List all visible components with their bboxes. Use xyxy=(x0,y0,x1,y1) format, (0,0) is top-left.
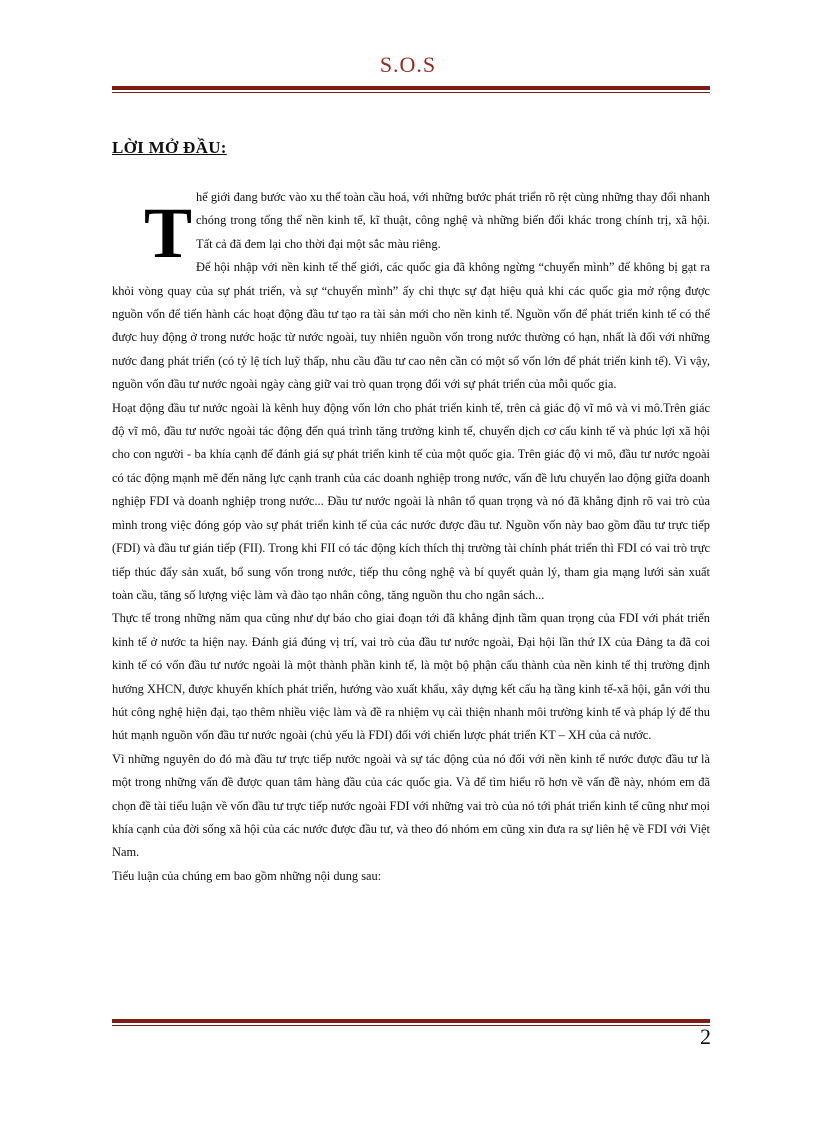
paragraph xyxy=(112,158,710,273)
rule-line xyxy=(112,1020,710,1023)
drop-cap: T xyxy=(144,193,193,273)
page-number: 2 xyxy=(700,1024,711,1049)
paragraph: Hoạt động đầu tư nước ngoài là kênh huy động vốn lớn cho phát triển kinh tế, trên cả giác độ vĩ mô và vi mô.Trên giác độ vĩ mô, đầu tư nước ngoài tác động đến quá trình tăng trưởng kinh tế, chuyển dịch cơ cấu kinh tế và phúc lợi xã hội cho con người - ba khía cạnh để đánh giá sự phát triển kinh tế của một quốc gia. Trên giác độ vi mô, đầu tư nước ngoài có tác động mạnh mẽ đến năng lực cạnh tranh của các doanh nghiệp trong nước, vấn đề lưu chuyển lao động giữa doanh nghiệp FDI và doanh nghiệp trong nước... Đầu tư nước ngoài là nhân tố quan trọng và nó đã khẳng định rõ vai trò của mình trong việc đóng góp vào sự phát triển kinh tế của các nước được đầu tư. Nguồn vốn này bao gồm đầu tư trực tiếp (FDI) và đầu tư gián tiếp (FII). Trong khi FII có tác động kích thích thị trường tài chính phát triển thì FDI có vai trò trực tiếp thúc đẩy sản xuất, bổ sung vốn trong nước, tiếp thu công nghệ và bí quyết quản lý, tham gia mạng lưới sản xuất toàn cầu, tăng số lượng việc làm và đào tạo nhân công, tăng nguồn thu cho ngân sách... xyxy=(112,400,710,602)
paragraph: Tiểu luận của chúng em bao gồm những nội dung sau: xyxy=(112,868,382,883)
paragraph-text: hế giới đang bước vào xu thế toàn cầu hoá, với những bước phát triển rõ rệt cùng những thay đổi nhanh chóng trong tổng thể nền kinh tế, kĩ thuật, công nghệ và những biến đổi khác trong chính trị, xã hội. Tất cả đã đem lại cho thời đại một sắc màu riêng. xyxy=(196,190,710,251)
paragraph: Vì những nguyên do đó mà đầu tư trực tiếp nước ngoài và sự tác động của nó đối với nền kinh tế nước được đầu tư là một trong những vấn đề được quan tâm hàng đầu của các quốc gia. Và để tìm hiểu rõ hơn về vấn đề này, nhóm em đã chọn đề tài tiểu luận về vốn đầu tư trực tiếp nước ngoài FDI với những vai trò của nó tới phát triển kinh tế cũng như mọi khía cạnh của đời sống xã hội của các nước được đầu tư, và theo đó nhóm em cũng xin đưa ra sự liên hệ về FDI với Việt Nam. xyxy=(112,751,710,860)
rule-line xyxy=(112,87,710,90)
footer-rule xyxy=(112,1017,710,1026)
rule-line xyxy=(112,1025,710,1026)
document-body xyxy=(112,158,710,888)
header-title: S.O.S xyxy=(379,52,437,77)
section-heading: LỜI MỞ ĐẦU: xyxy=(112,138,227,157)
paragraph: Để hội nhập với nền kinh tế thế giới, các quốc gia đã không ngừng “chuyển mình” để không bị gạt ra khỏi vòng quay của sự phát triển, và sự “chuyển mình” ấy chỉ thực sự đạt hiệu quả khi các quốc gia mở rộng được nguồn vốn để tiến hành các hoạt động đầu tư tạo ra tài sản mới cho nền kinh tế. Nguồn vốn để phát triển kinh tế có thể được huy động ở trong nước hoặc từ nước ngoài, tuy nhiên nguồn vốn trong nước thường có hạn, nhất là đối với những nước đang phát triển (có tỷ lệ tích luỹ thấp, nhu cầu đầu tư cao nên cần có một số vốn lớn để phát triển kinh tế). Vì vậy, nguồn vốn đầu tư nước ngoài ngày càng giữ vai trò quan trọng đối với sự phát triển của mỗi quốc gia. xyxy=(112,260,710,392)
paragraph: Thực tế trong những năm qua cũng như dự báo cho giai đoạn tới đã khẳng định tầm quan trọng của FDI với phát triển kinh tế ở nước ta hiện nay. Đánh giá đúng vị trí, vai trò của đầu tư nước ngoài, Đại hội lần thứ IX của Đảng ta đã coi kinh tế có vốn đầu tư nước ngoài là một thành phần kinh tế, là một bộ phận cấu thành của nền kinh tế thị trường định hướng XHCN, được khuyến khích phát triển, hướng vào xuất khẩu, xây dựng kết cấu hạ tầng kinh tế-xã hội, gắn với thu hút công nghệ hiện đại, tạo thêm nhiều việc làm và đề ra nhiệm vụ cải thiện nhanh môi trường kinh tế và pháp lý để thu hút mạnh nguồn vốn đầu tư nước ngoài (chủ yếu là FDI) đối với chiến lược phát triển KT – XH của cả nước. xyxy=(112,611,710,743)
header-rule xyxy=(112,84,710,93)
rule-line xyxy=(112,92,710,93)
